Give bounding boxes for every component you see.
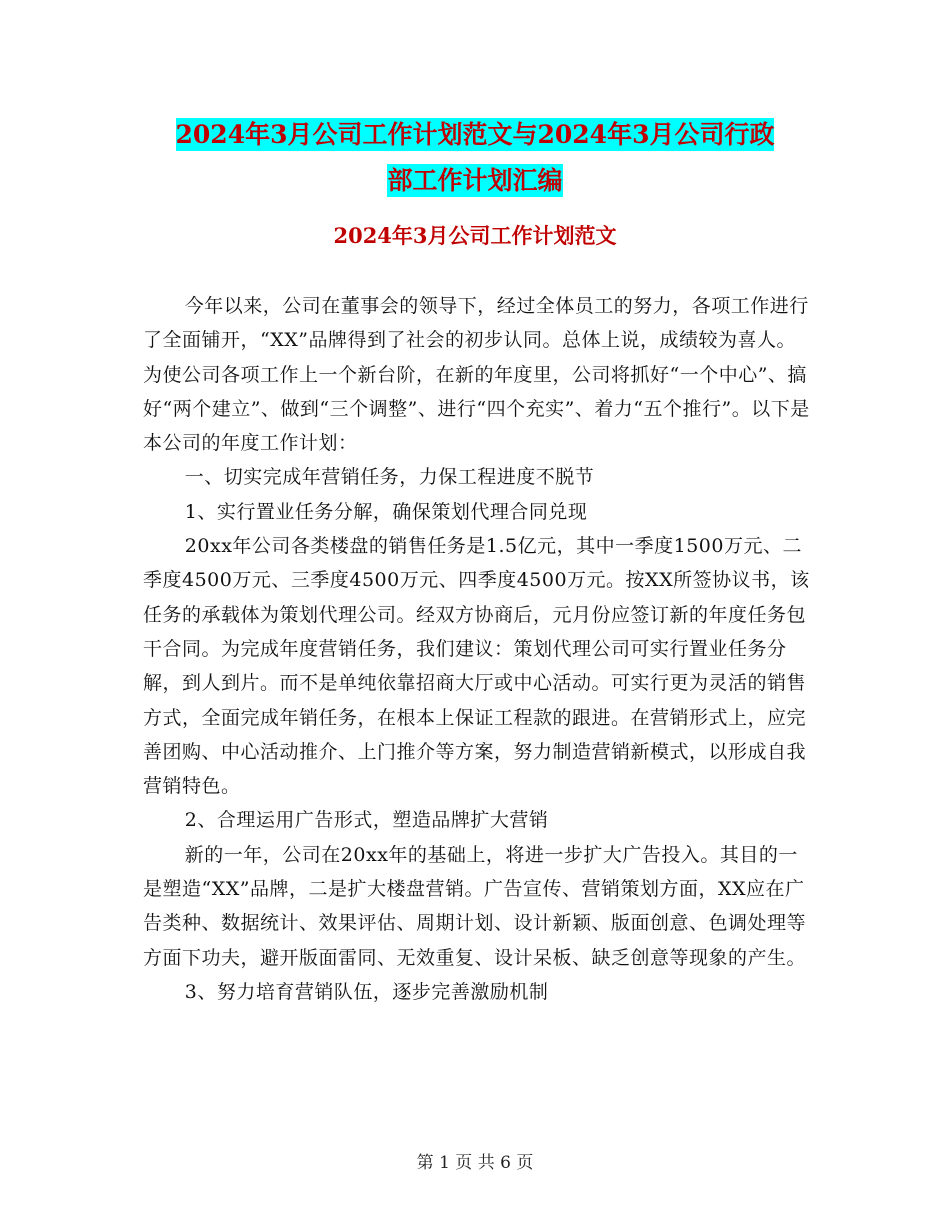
document-title — [0, 112, 950, 204]
page-footer: 第 1 页 共 6 页 — [416, 1153, 534, 1173]
paragraph: 一、切实完成年营销任务，力保工程进度不脱节 — [184, 466, 595, 489]
document-title-line-2: 部工作计划汇编 — [387, 166, 563, 195]
paragraph: 1、实行置业任务分解，确保策划代理合同兑现 — [184, 500, 588, 523]
document-title-line-1: 2024年3月公司工作计划范文与2024年3月公司行政 — [175, 120, 775, 149]
paragraph: 20xx年公司各类楼盘的销售任务是1.5亿元，其中一季度1500万元、二季度4500万元、三季度4500万元、四季度4500万元。按XX所签协议书，该任务的承载体为策划代理公司。经双方协商后，元月份应签订新的年度任务包干合同。为完成年度营销任务，我们建议：策划代理公司可实行置业任务分解，到人到片。而不是单纯依靠招商大厅或中心活动。可实行更为灵活的销售方式，全面完成年销任务，在根本上保证工程款的跟进。在营销形式上，应完善团购、中心活动推介、上门推介等方案，努力制造营销新模式，以形成自我营销特色。 — [143, 535, 810, 798]
paragraph: 3、努力培育营销队伍，逐步完善激励机制 — [184, 980, 549, 1003]
paragraph: 今年以来，公司在董事会的领导下，经过全体员工的努力，各项工作进行了全面铺开，“XX”品牌得到了社会的初步认同。总体上说，成绩较为喜人。为使公司各项工作上一个新台阶，在新的年度里，公司将抓好“一个中心”、搞好“两个建立”、做到“三个调整”、进行“四个充实”、着力“五个推行”。以下是本公司的年度工作计划： — [143, 295, 810, 455]
section-title: 2024年3月公司工作计划范文 — [333, 223, 617, 248]
paragraph: 新的一年，公司在20xx年的基础上，将进一步扩大广告投入。其目的一是塑造“XX”品牌，二是扩大楼盘营销。广告宣传、营销策划方面，XX应在广告类种、数据统计、效果评估、周期计划、设计新颖、版面创意、色调处理等方面下功夫，避开版面雷同、无效重复、设计呆板、缺乏创意等现象的产生。 — [143, 843, 807, 969]
document-body — [143, 289, 813, 1009]
paragraph: 2、合理运用广告形式，塑造品牌扩大营销 — [184, 809, 549, 832]
